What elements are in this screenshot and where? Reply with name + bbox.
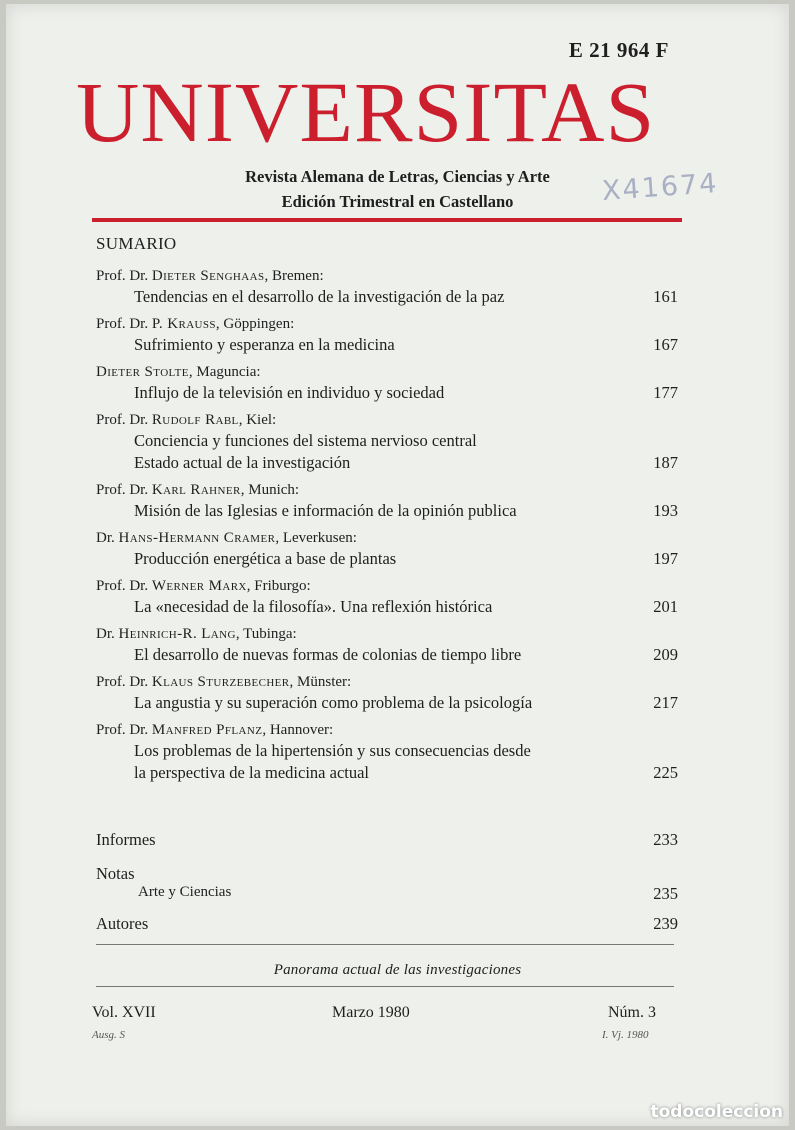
article-title-text: Estado actual de la investigación xyxy=(134,453,351,472)
article-title xyxy=(134,286,686,308)
volume: Vol. XVII xyxy=(92,1004,156,1021)
toc-entry xyxy=(96,480,686,522)
article-title xyxy=(134,500,686,522)
panorama-tagline: Panorama actual de las investigaciones xyxy=(273,962,522,978)
toc-author xyxy=(96,480,686,500)
toc-author xyxy=(96,410,686,430)
author-prefix: Prof. Dr. xyxy=(96,482,149,498)
author-prefix: Prof. Dr. xyxy=(96,268,149,284)
informes-page: 233 xyxy=(653,830,678,849)
autores-row xyxy=(96,914,686,934)
author-prefix: Dr. xyxy=(96,530,115,546)
author-prefix: Prof. Dr. xyxy=(96,722,149,738)
red-divider xyxy=(92,218,682,222)
page-number: 201 xyxy=(653,597,678,616)
article-title-text: La «necesidad de la filosofía». Una reflexión histórica xyxy=(134,597,493,616)
article-title-text: Los problemas de la hipertensión y sus consecuencias desde xyxy=(134,741,531,760)
author-name: Hans-Hermann Cramer xyxy=(118,530,276,546)
article-title xyxy=(134,452,686,474)
author-place: , Münster: xyxy=(289,674,352,690)
author-place: , Tubinga: xyxy=(235,626,297,642)
article-title xyxy=(134,644,686,666)
toc-author xyxy=(96,362,686,382)
article-title-text: Tendencias en el desarrollo de la investigación de la paz xyxy=(134,287,505,306)
author-name: Rudolf Rabl xyxy=(151,412,239,428)
article-title xyxy=(134,596,686,618)
author-name: Heinrich-R. Lang xyxy=(118,626,236,642)
author-name: Karl Rahner xyxy=(151,482,241,498)
notas-label: Notas xyxy=(96,864,135,883)
author-prefix: Prof. Dr. xyxy=(96,674,149,690)
catalog-code: E 21 964 F xyxy=(568,38,669,62)
author-place: , Friburgo: xyxy=(246,578,311,594)
article-title-text: Influjo de la televisión en individuo y sociedad xyxy=(134,383,445,402)
informes-label: Informes xyxy=(96,830,156,849)
page-number: 167 xyxy=(653,335,678,354)
page-number: 197 xyxy=(653,549,678,568)
author-name: P. Krauss xyxy=(151,316,216,332)
page-number: 209 xyxy=(653,645,678,664)
author-name: Manfred Pflanz xyxy=(151,722,263,738)
toc-author xyxy=(96,672,686,692)
rule-bottom xyxy=(96,986,674,987)
article-title xyxy=(134,692,686,714)
rule-top xyxy=(96,944,674,945)
toc-author xyxy=(96,576,686,596)
author-prefix: Dr. xyxy=(96,626,115,642)
author-name: Werner Marx xyxy=(151,578,247,594)
toc-entry xyxy=(96,720,686,784)
article-title-text: Misión de las Iglesias e información de la opinión publica xyxy=(134,501,517,520)
author-place: , Bremen: xyxy=(264,268,324,284)
toc-author xyxy=(96,266,686,286)
article-title xyxy=(134,548,686,570)
issue-date: Marzo 1980 xyxy=(332,1004,410,1021)
toc-entry xyxy=(96,362,686,404)
article-title-text: Sufrimiento y esperanza en la medicina xyxy=(134,335,395,354)
autores-page: 239 xyxy=(653,914,678,933)
author-prefix: Prof. Dr. xyxy=(96,578,149,594)
article-title-text: La angustia y su superación como problema de la psicología xyxy=(134,693,533,712)
page-number: 161 xyxy=(653,287,678,306)
author-place: , Maguncia: xyxy=(188,364,261,380)
table-of-contents xyxy=(96,266,686,790)
toc-entry xyxy=(96,410,686,474)
article-title xyxy=(134,762,686,784)
page-number: 193 xyxy=(653,501,678,520)
autores-label: Autores xyxy=(96,914,149,933)
article-title xyxy=(134,740,686,762)
author-name: Dieter Stolte xyxy=(96,364,189,380)
page-number: 217 xyxy=(653,693,678,712)
handwritten-note: X41674 xyxy=(601,167,720,208)
page-number: 225 xyxy=(653,763,678,782)
article-title xyxy=(134,382,686,404)
sumario-heading: SUMARIO xyxy=(96,234,177,253)
toc-entry xyxy=(96,314,686,356)
toc-author xyxy=(96,720,686,740)
toc-author xyxy=(96,528,686,548)
notas-page: 235 xyxy=(653,884,678,903)
article-title xyxy=(134,334,686,356)
author-prefix: Prof. Dr. xyxy=(96,412,149,428)
article-title-text: Producción energética a base de plantas xyxy=(134,549,397,568)
page-number: 177 xyxy=(653,383,678,402)
toc-entry xyxy=(96,576,686,618)
toc-entry xyxy=(96,528,686,570)
journal-cover xyxy=(6,4,789,1126)
article-title-text: El desarrollo de nuevas formas de colonias de tiempo libre xyxy=(134,645,522,664)
article-title-text: Conciencia y funciones del sistema nervioso central xyxy=(134,431,477,450)
article-title xyxy=(134,430,686,452)
ausg-note: Ausg. S xyxy=(92,1029,125,1041)
author-place: , Hannover: xyxy=(262,722,334,738)
author-place: , Munich: xyxy=(240,482,300,498)
quarter-stamp: I. Vj. 1980 xyxy=(602,1029,649,1041)
author-place: , Leverkusen: xyxy=(275,530,357,546)
author-name: Dieter Senghaas xyxy=(151,268,265,284)
author-name: Klaus Sturzebecher xyxy=(151,674,290,690)
article-title-text: la perspectiva de la medicina actual xyxy=(134,763,370,782)
issue-number: Núm. 3 xyxy=(608,1004,656,1021)
toc-entry xyxy=(96,672,686,714)
watermark: todocoleccion xyxy=(650,1102,783,1122)
informes-row xyxy=(96,830,686,850)
author-prefix: Prof. Dr. xyxy=(96,316,149,332)
subtitle-line-2: Edición Trimestral en Castellano xyxy=(281,192,514,211)
toc-entry xyxy=(96,266,686,308)
page-number: 187 xyxy=(653,453,678,472)
masthead-title: UNIVERSITAS xyxy=(76,64,656,160)
toc-author xyxy=(96,314,686,334)
toc-entry xyxy=(96,624,686,666)
notas-sub: Arte y Ciencias xyxy=(138,884,232,900)
subtitle-line-1: Revista Alemana de Letras, Ciencias y Arte xyxy=(245,167,550,186)
author-place: , Göppingen: xyxy=(215,316,295,332)
toc-author xyxy=(96,624,686,644)
author-place: , Kiel: xyxy=(238,412,277,428)
notas-row xyxy=(96,864,686,901)
